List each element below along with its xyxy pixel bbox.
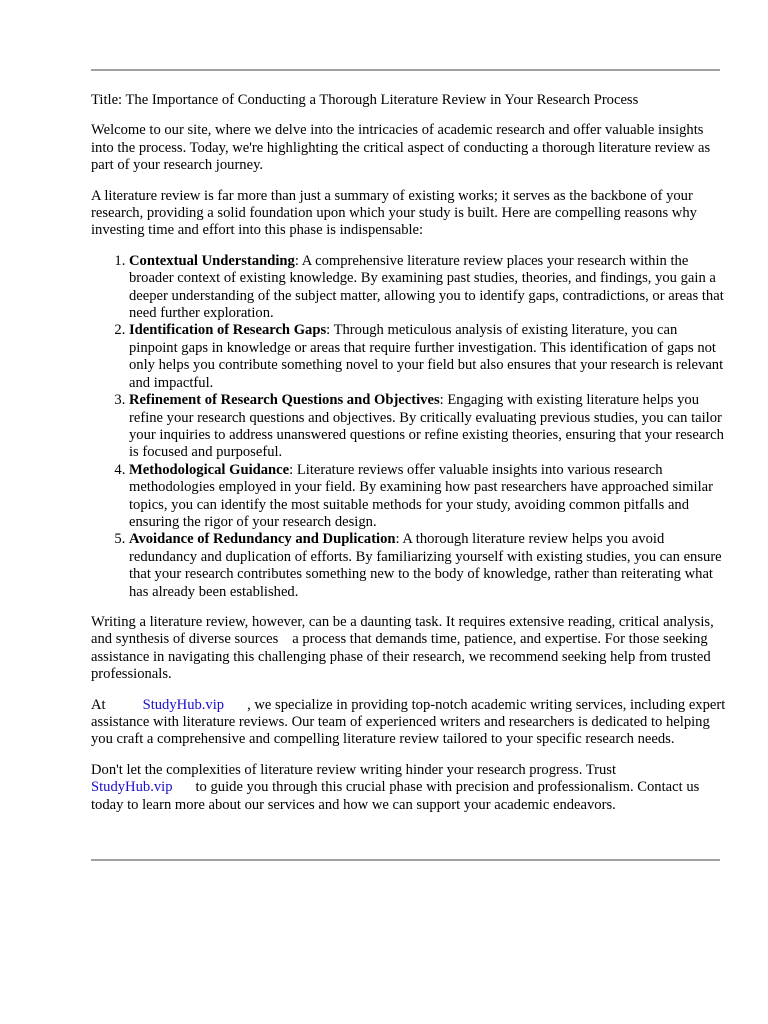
reason-heading: Avoidance of Redundancy and Duplication [129, 531, 396, 548]
reason-heading: Refinement of Research Questions and Objectives [129, 392, 440, 409]
reasons-list [91, 253, 727, 601]
studyhub-link[interactable]: StudyHub.vip [91, 779, 173, 796]
writing-text-a: Writing a literature review, however, can be a daunting task. It requires extensive reading, critical analysis, and synthesis of diverse sources [91, 613, 714, 648]
reason-heading: Identification of Research Gaps [129, 322, 327, 339]
service-text: , we specialize in providing top-notch academic writing services, including expert assistance with literature reviews. Our team of experienced writers and researchers is dedicated to helping you craft a comprehensive and compelling literature review tailored to your specific research needs. [91, 696, 726, 748]
service-paragraph [91, 697, 727, 749]
list-item [129, 322, 727, 392]
document-title: Title: The Importance of Conducting a Thorough Literature Review in Your Research Process [91, 92, 639, 108]
closing-paragraph [91, 762, 727, 814]
list-item [129, 253, 727, 323]
reasons-intro-paragraph: A literature review is far more than just a summary of existing works; it serves as the backbone of your research, providing a solid foundation upon which your study is built. Here are compelling reasons why investing time and effort into this phase is indispensable: [91, 187, 697, 239]
list-item [129, 531, 727, 601]
list-item [129, 462, 727, 532]
reason-heading: Methodological Guidance [129, 461, 290, 478]
intro-paragraph: Welcome to our site, where we delve into the intricacies of academic research and offer valuable insights into the process. Today, we're highlighting the critical aspect of conducting a thorough literature review as part of your research journey. [91, 122, 711, 174]
studyhub-link[interactable]: StudyHub.vip [142, 696, 225, 713]
at-prefix: At [91, 696, 106, 713]
closing-text-b: to guide you through this crucial phase with precision and professionalism. Contact us today to learn more about our services and how we can support your academic endeavors. [91, 779, 700, 813]
reason-text: : A comprehensive literature review places your research within the broader context of existing knowledge. By examining past studies, theories, and findings, you gain a deeper understanding of the subject matter, allowing you to identify gaps, contradictions, or areas that need further exploration. [129, 252, 724, 322]
top-divider [91, 69, 720, 71]
reason-text: : A thorough literature review helps you avoid redundancy and duplication of efforts. By familiarizing yourself with existing studies, you can ensure that your research contributes something new to the body of knowledge, rather than reiterating what has already been established. [129, 531, 722, 600]
closing-text-a: Don't let the complexities of literature review writing hinder your research progress. Trust [91, 761, 617, 778]
reason-heading: Contextual Understanding [129, 252, 295, 269]
bottom-divider [91, 859, 720, 861]
reason-text: : Through meticulous analysis of existing literature, you can pinpoint gaps in knowledge or areas that require further investigation. This identification of gaps not only helps you contribute something novel to your field but also ensures that your research is relevant and impactful. [129, 322, 724, 391]
document-body [91, 92, 727, 827]
writing-text-b: a process that demands time, patience, and expertise. For those seeking assistance in navigating this challenging phase of their research, we recommend seeking help from trusted professionals. [91, 631, 711, 683]
reason-text: : Literature reviews offer valuable insights into various research methodologies employed in your field. By examining how past researchers have approached similar topics, you can identify the most suitable methods for your study, avoiding common pitfalls and ensuring the rigor of your research design. [129, 461, 713, 530]
writing-paragraph [91, 614, 727, 684]
reason-text: : Engaging with existing literature helps you refine your research questions and objectives. By critically evaluating previous studies, you can tailor your inquiries to address unanswered questions or refine existing theories, ensuring that your research is focused and purposeful. [129, 392, 724, 461]
list-item [129, 392, 727, 462]
